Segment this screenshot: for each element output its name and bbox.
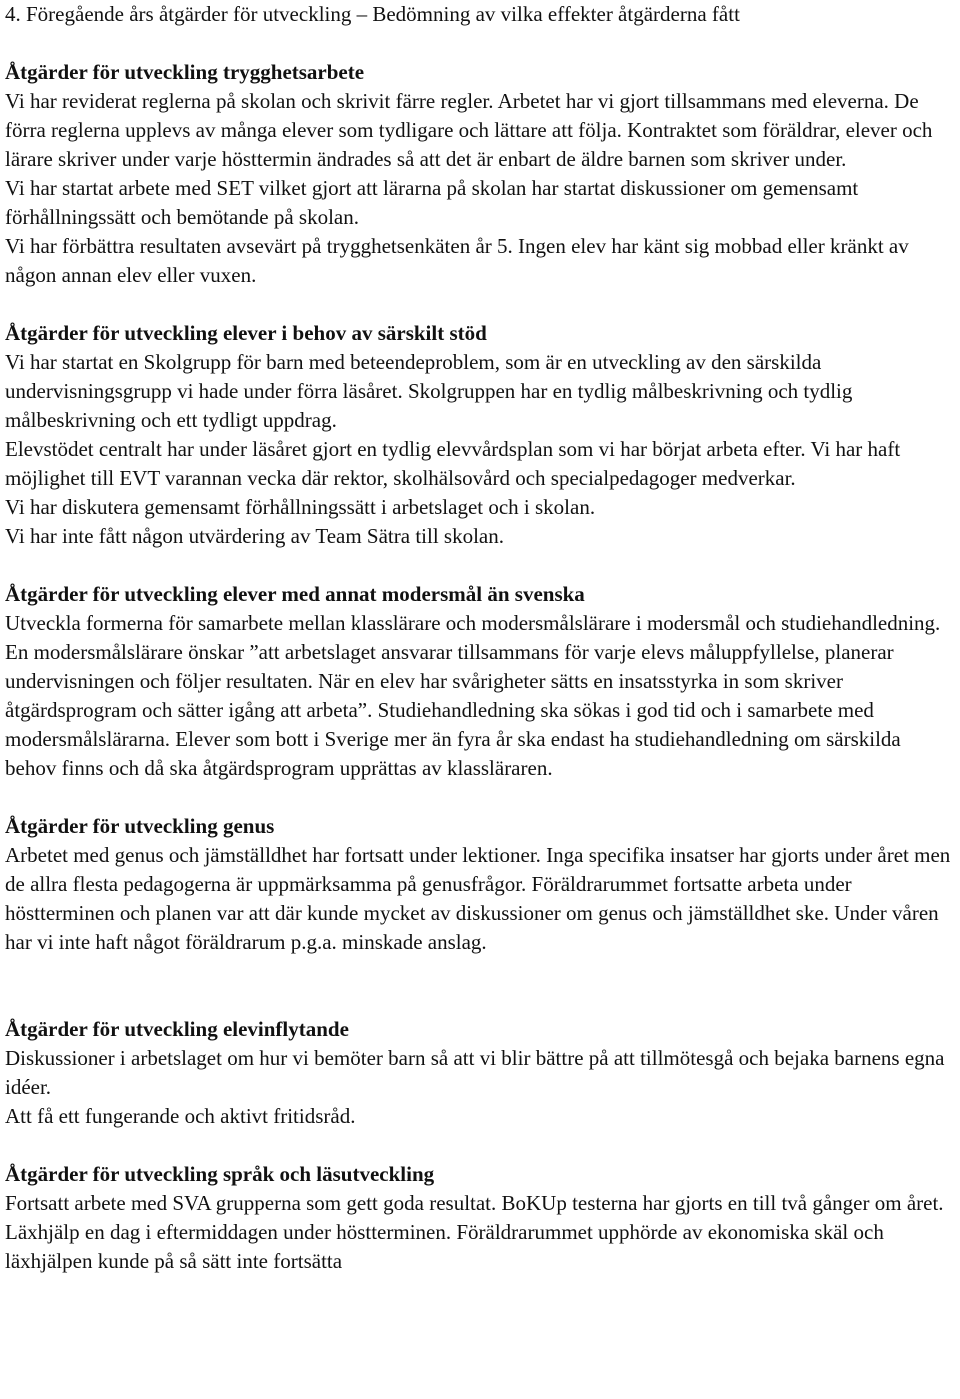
paragraph: Vi har förbättra resultaten avsevärt på trygghetsenkäten år 5. Ingen elev har känt sig mobbad eller kränkt av någon annan elev eller vuxen.: [5, 234, 909, 287]
spacer: [5, 551, 955, 580]
section-title: Åtgärder för utveckling elevinflytande: [5, 1017, 349, 1041]
paragraph: Vi har reviderat reglerna på skolan och skrivit färre regler. Arbetet har vi gjort tillsammans med eleverna. De förra reglerna upplevs av många elever som tydligare och lättare att följa. Kontraktet som föräldrar, elever och lärare skriver under varje hösttermin ändrades så att det är enbart de äldre barnen som skriver under.: [5, 89, 933, 171]
document-page: [5, 0, 955, 1276]
document-heading: 4. Föregående års åtgärder för utveckling – Bedömning av vilka effekter åtgärderna fått: [5, 2, 740, 26]
section-sarskilt-stod: [5, 319, 955, 551]
spacer: [5, 290, 955, 319]
section-sprak-lasutveckling: [5, 1160, 955, 1276]
paragraph: Vi har diskutera gemensamt förhållningssätt i arbetslaget och i skolan.: [5, 495, 596, 519]
spacer: [5, 783, 955, 812]
paragraph: Att få ett fungerande och aktivt fritidsråd.: [5, 1104, 356, 1128]
section-title: Åtgärder för utveckling genus: [5, 814, 275, 838]
section-title: Åtgärder för utveckling språk och läsutveckling: [5, 1162, 435, 1186]
section-trygghetsarbete: [5, 58, 955, 290]
paragraph: Vi har startat arbete med SET vilket gjort att lärarna på skolan har startat diskussioner om gemensamt förhållningssätt och bemötande på skolan.: [5, 176, 859, 229]
paragraph: Elevstödet centralt har under läsåret gjort en tydlig elevvårdsplan som vi har börjat arbeta efter. Vi har haft möjlighet till EVT varannan vecka där rektor, skolhälsovård och specialpedagoger medverkar.: [5, 437, 901, 490]
paragraph: Diskussioner i arbetslaget om hur vi bemöter barn så att vi blir bättre på att tillmötesgå och bejaka barnens egna idéer.: [5, 1046, 945, 1099]
spacer: [5, 1131, 955, 1160]
paragraph: Arbetet med genus och jämställdhet har fortsatt under lektioner. Inga specifika insatser har gjorts under året men de allra flesta pedagogerna är uppmärksamma på genusfrågor. Föräldrarummet fortsatte arbeta under höstterminen och planen var att där kunde mycket av diskussioner om genus och jämställdhet ske. Under våren har vi inte haft något föräldrarum p.g.a. minskade anslag.: [5, 843, 951, 954]
paragraph: Vi har inte fått någon utvärdering av Team Sätra till skolan.: [5, 524, 504, 548]
spacer: [5, 29, 955, 58]
section-title: Åtgärder för utveckling elever i behov av särskilt stöd: [5, 321, 487, 345]
section-genus: [5, 812, 955, 957]
section-elevinflytande: [5, 1015, 955, 1131]
paragraph: Utveckla formerna för samarbete mellan klasslärare och modersmålslärare i modersmål och studiehandledning. En modersmålslärare önskar ”att arbetslaget ansvarar tillsammans för varje elevs måluppfyllelse, planerar undervisningen och följer resultaten. När en elev har svårigheter sätts en insatsstyrka in som skriver åtgärdsprogram och sätter igång att arbeta”. Studiehandledning ska sökas i god tid och i samarbete med modersmålslärarna. Elever som bott i Sverige mer än fyra år ska endast ha studiehandledning om särskilda behov finns och då ska åtgärdsprogram upprättas av klassläraren.: [5, 611, 941, 780]
section-title: Åtgärder för utveckling trygghetsarbete: [5, 60, 365, 84]
paragraph: Vi har startat en Skolgrupp för barn med beteendeproblem, som är en utveckling av den särskilda undervisningsgrupp vi hade under förra läsåret. Skolgruppen har en tydlig målbeskrivning och tydlig målbeskrivning och ett tydligt uppdrag.: [5, 350, 853, 432]
paragraph: Fortsatt arbete med SVA grupperna som gett goda resultat. BoKUp testerna har gjorts en till två gånger om året. Läxhjälp en dag i eftermiddagen under höstterminen. Föräldrarummet upphörde av ekonomiska skäl och läxhjälpen kunde på så sätt inte fortsätta: [5, 1191, 944, 1273]
section-title: Åtgärder för utveckling elever med annat modersmål än svenska: [5, 582, 585, 606]
spacer: [5, 957, 955, 1015]
section-modersmal: [5, 580, 955, 783]
